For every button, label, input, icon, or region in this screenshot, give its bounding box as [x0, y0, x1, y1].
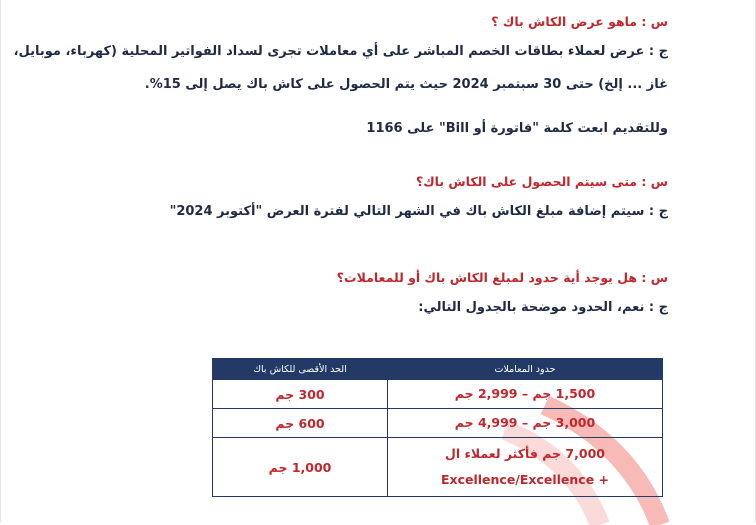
header-max-cashback: الحد الأقصى للكاش باك: [213, 359, 388, 380]
question-limits: س : هل يوجد أية حدود لمبلغ الكاش باك أو للمعاملات؟: [336, 270, 668, 285]
transaction-segment: Excellence/Excellence +: [440, 472, 610, 487]
transaction-range: 7,000 جم فأكثر لعملاء ال: [445, 446, 605, 461]
transaction-range-cell: [388, 409, 663, 438]
max-cashback-cell: 300 جم: [213, 380, 388, 409]
table-header-row: [213, 359, 663, 380]
answer-limits: ج : نعم، الحدود موضحة بالجدول التالي:: [418, 300, 668, 315]
table-row: [213, 380, 663, 409]
answer-cashback-offer-line3: وللتقديم ابعت كلمة "فاتورة أو Bill" على 1166: [366, 121, 668, 136]
answer-cashback-offer-line2: غاز ... إلخ) حتى 30 سبتمبر 2024 حيث يتم الحصول على كاش باك يصل إلى 15%.: [144, 77, 668, 92]
transaction-range-cell: [388, 438, 663, 497]
question-cashback-timing: س : متى سيتم الحصول على الكاش باك؟: [415, 174, 668, 189]
cashback-limits-table: [212, 358, 663, 497]
answer-cashback-timing: ج : سيتم إضافة مبلغ الكاش باك في الشهر التالي لفترة العرض "أكتوبر 2024": [169, 204, 668, 219]
table-row: [213, 438, 663, 497]
table-row: [213, 409, 663, 438]
max-cashback-cell: 600 جم: [213, 409, 388, 438]
transaction-range-cell: [388, 380, 663, 409]
question-cashback-offer: س : ماهو عرض الكاش باك ؟: [491, 14, 668, 29]
header-transaction-limits: حدود المعاملات: [388, 359, 663, 380]
transaction-range: 3,000 جم – 4,999 جم: [454, 415, 596, 430]
transaction-range: 1,500 جم – 2,999 جم: [454, 386, 596, 401]
max-cashback-cell: 1,000 جم: [213, 438, 388, 497]
answer-cashback-offer-line1: ج : عرض لعملاء بطاقات الخصم المباشر على أي معاملات تجرى لسداد الفواتير المحلية (كهرباء، موبايل،: [13, 44, 668, 59]
